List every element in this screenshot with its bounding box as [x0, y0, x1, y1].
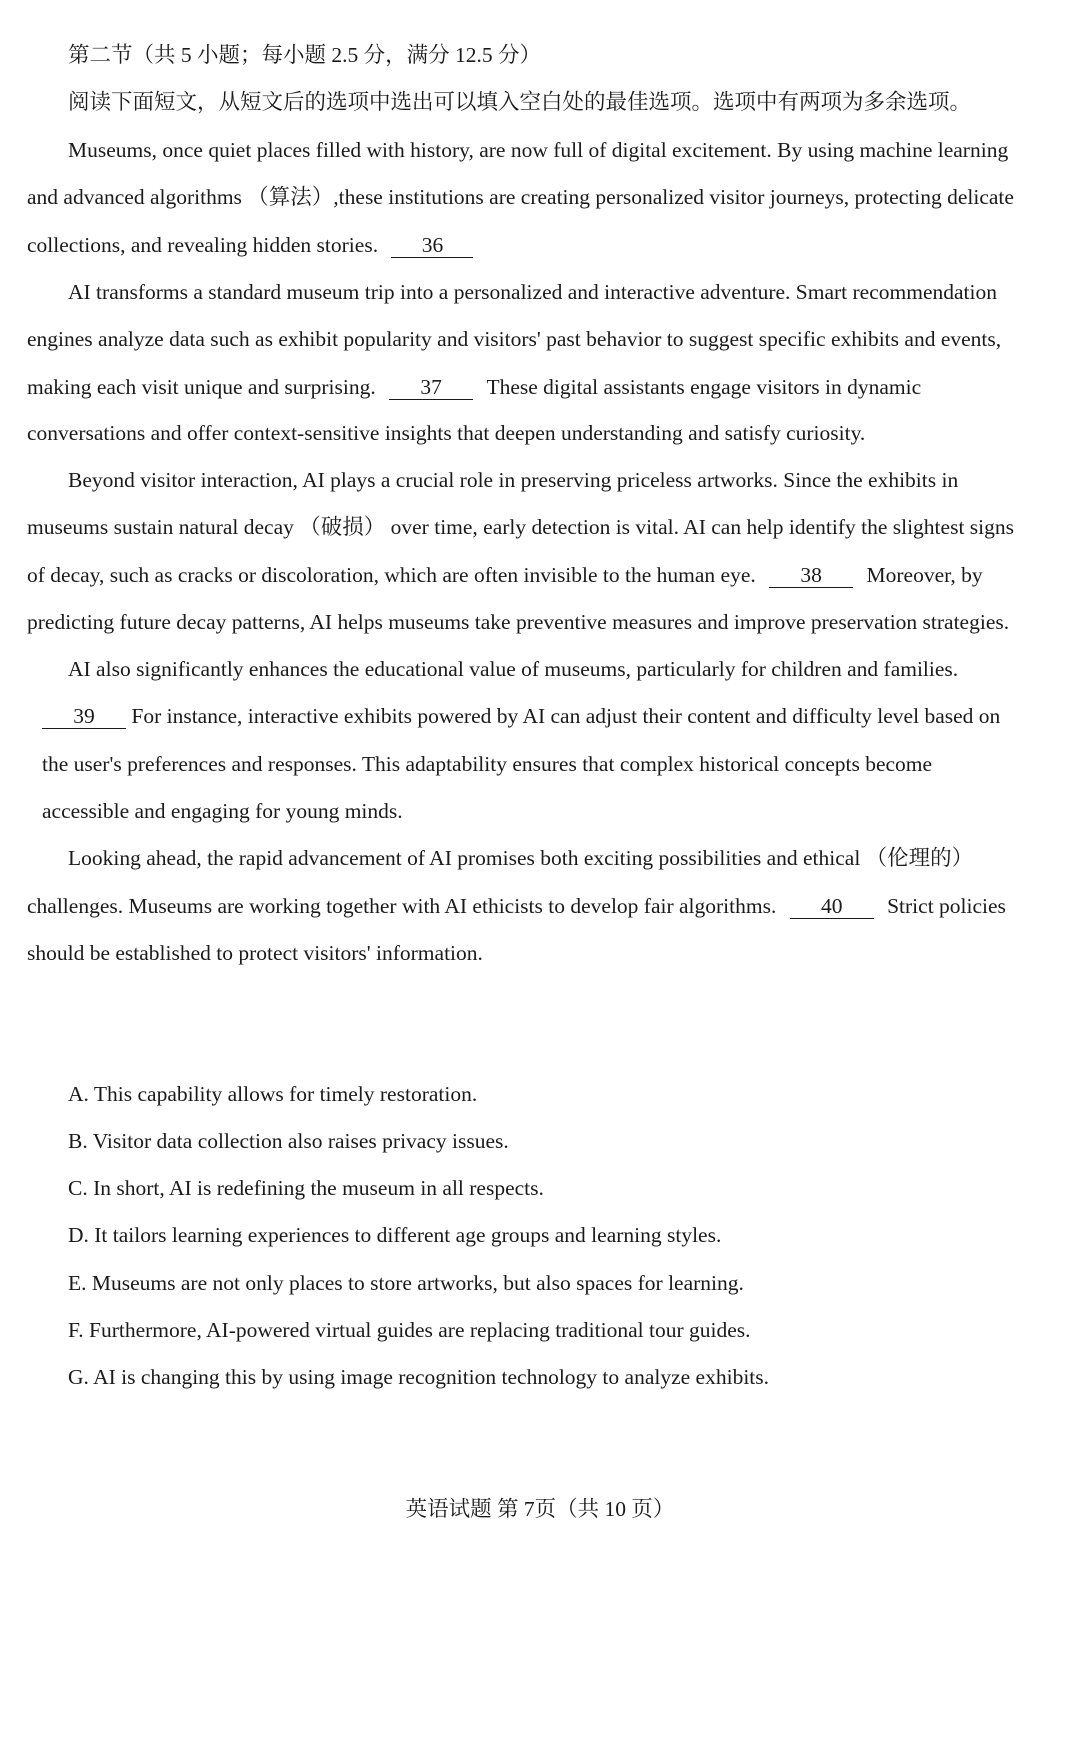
passage-p5-line2: [27, 891, 1006, 921]
passage-p2-line3-text-a: making each visit unique and surprising.: [27, 375, 376, 399]
page-footer: 英语试题 第 7页（共 10 页）: [405, 1497, 675, 1521]
blank-36[interactable]: 36: [391, 233, 473, 258]
passage-p4-line1: AI also significantly enhances the educational value of museums, particularly for children and families.: [68, 657, 959, 681]
passage-p4-line3: the user's preferences and responses. This adaptability ensures that complex historical concepts become: [42, 752, 933, 776]
section-header: 第二节（共 5 小题；每小题 2.5 分，满分 12.5 分）: [68, 43, 542, 67]
passage-p4-line4: accessible and engaging for young minds.: [42, 799, 403, 823]
passage-p2-line1: AI transforms a standard museum trip into a personalized and interactive adventure. Smart recommendation: [68, 280, 997, 304]
passage-p1-line1: Museums, once quiet places filled with history, are now full of digital excitement. By using machine learning: [68, 138, 1009, 162]
option-b: B. Visitor data collection also raises privacy issues.: [68, 1129, 509, 1153]
passage-p5-line2-text-b: Strict policies: [887, 894, 1006, 918]
passage-p5-line3: should be established to protect visitors' information.: [27, 941, 483, 965]
option-d: D. It tailors learning experiences to different age groups and learning styles.: [68, 1223, 722, 1247]
passage-p4-line2-text: For instance, interactive exhibits powered by AI can adjust their content and difficulty level based on: [131, 704, 1001, 728]
passage-p2-line4: conversations and offer context-sensitive insights that deepen understanding and satisfy curiosity.: [27, 421, 866, 445]
instructions: 阅读下面短文，从短文后的选项中选出可以填入空白处的最佳选项。选项中有两项为多余选项。: [68, 90, 972, 114]
passage-p3-line1: Beyond visitor interaction, AI plays a crucial role in preserving priceless artworks. Since the exhibits in: [68, 468, 959, 492]
passage-p2-line3: [27, 372, 921, 402]
blank-38[interactable]: 38: [769, 563, 853, 588]
blank-37[interactable]: 37: [389, 375, 473, 400]
passage-p3-line3-text-b: Moreover, by: [866, 563, 983, 587]
passage-p5-line2-text-a: challenges. Museums are working together with AI ethicists to develop fair algorithms.: [27, 894, 777, 918]
passage-p3-line3: [27, 560, 983, 590]
passage-p2-line3-text-b: These digital assistants engage visitors in dynamic: [486, 375, 922, 399]
passage-p3-line3-text-a: of decay, such as cracks or discoloration, which are often invisible to the human eye.: [27, 563, 756, 587]
option-g: G. AI is changing this by using image recognition technology to analyze exhibits.: [68, 1365, 770, 1389]
option-a: A. This capability allows for timely restoration.: [68, 1082, 478, 1106]
option-c: C. In short, AI is redefining the museum in all respects.: [68, 1176, 544, 1200]
passage-p2-line2: engines analyze data such as exhibit popularity and visitors' past behavior to suggest specific exhibits and events,: [27, 327, 1002, 351]
option-f: F. Furthermore, AI-powered virtual guides are replacing traditional tour guides.: [68, 1318, 751, 1342]
blank-40[interactable]: 40: [790, 894, 874, 919]
passage-p1-line3-text: collections, and revealing hidden stories.: [27, 233, 379, 257]
option-e: E. Museums are not only places to store artworks, but also spaces for learning.: [68, 1271, 744, 1295]
passage-p1-line2: and advanced algorithms （算法）,these institutions are creating personalized visitor journeys, protecting delicate: [27, 185, 1014, 209]
passage-p4-line2: [42, 701, 1000, 731]
blank-39[interactable]: 39: [42, 704, 126, 729]
passage-p3-line2: museums sustain natural decay （破损） over time, early detection is vital. AI can help identify the slightest signs: [27, 515, 1014, 539]
passage-p1-line3: [27, 230, 473, 260]
passage-p3-line4: predicting future decay patterns, AI helps museums take preventive measures and improve preservation strategies.: [27, 610, 1010, 634]
passage-p5-line1: Looking ahead, the rapid advancement of AI promises both exciting possibilities and ethical （伦理的）: [68, 846, 974, 870]
